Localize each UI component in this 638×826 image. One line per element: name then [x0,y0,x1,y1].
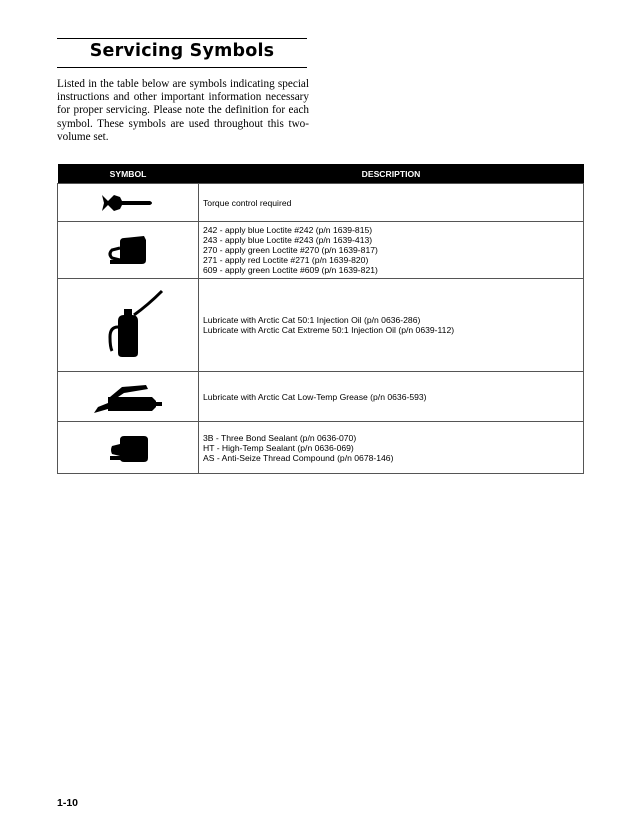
description-cell [199,222,584,279]
column-header-symbol: SYMBOL [58,164,199,184]
sealant-tube-icon [98,428,158,468]
intro-paragraph: Listed in the table below are symbols indicating special instructions and other important information necessary for proper servicing. Please note the definition for each symbol. These symbols are used throughout this two-volume set. [57,78,309,143]
description-line: Lubricate with Arctic Cat Low-Temp Grease (p/n 0636-593) [203,391,427,402]
description-cell [199,184,584,222]
table-row [58,279,584,372]
symbol-cell [58,222,199,279]
symbol-cell [58,422,199,474]
description-line: Torque control required [203,197,292,208]
description-cell [199,422,584,474]
table-row [58,222,584,279]
description-line: 242 - apply blue Loctite #242 (p/n 1639-815) [203,225,373,235]
description-line: 609 - apply green Loctite #609 (p/n 1639-821) [203,265,378,275]
description-line: Lubricate with Arctic Cat Extreme 50:1 Injection Oil (p/n 0639-112) [203,325,455,335]
symbol-cell [58,279,199,372]
table-row [58,422,584,474]
wrench-icon [98,191,158,215]
loctite-bottle-icon [98,230,158,270]
column-header-description: DESCRIPTION [199,164,584,184]
page-number: 1-10 [57,797,79,809]
description-line: 270 - apply green Loctite #270 (p/n 1639-817) [203,245,378,255]
table-header-row [58,164,584,184]
oil-can-icon [88,285,168,365]
table-row [58,372,584,422]
description-cell [199,279,584,372]
description-line: 3B - Three Bond Sealant (p/n 0636-070) [203,432,357,443]
symbol-cell [58,372,199,422]
description-line: AS - Anti-Seize Thread Compound (p/n 0678-146) [203,452,394,463]
description-line: HT - High-Temp Sealant (p/n 0636-069) [203,442,354,453]
description-line: 271 - apply red Loctite #271 (p/n 1639-820) [203,255,369,265]
description-line: Lubricate with Arctic Cat 50:1 Injection Oil (p/n 0636-286) [203,315,421,325]
grease-gun-icon [88,377,168,417]
title-rule-bottom [57,67,307,68]
symbol-cell [58,184,199,222]
title-rule-top [57,38,307,39]
description-cell [199,372,584,422]
description-line: 243 - apply blue Loctite #243 (p/n 1639-413) [203,235,373,245]
table-row [58,184,584,222]
symbols-table [57,164,584,474]
page-title: Servicing Symbols [89,41,275,61]
